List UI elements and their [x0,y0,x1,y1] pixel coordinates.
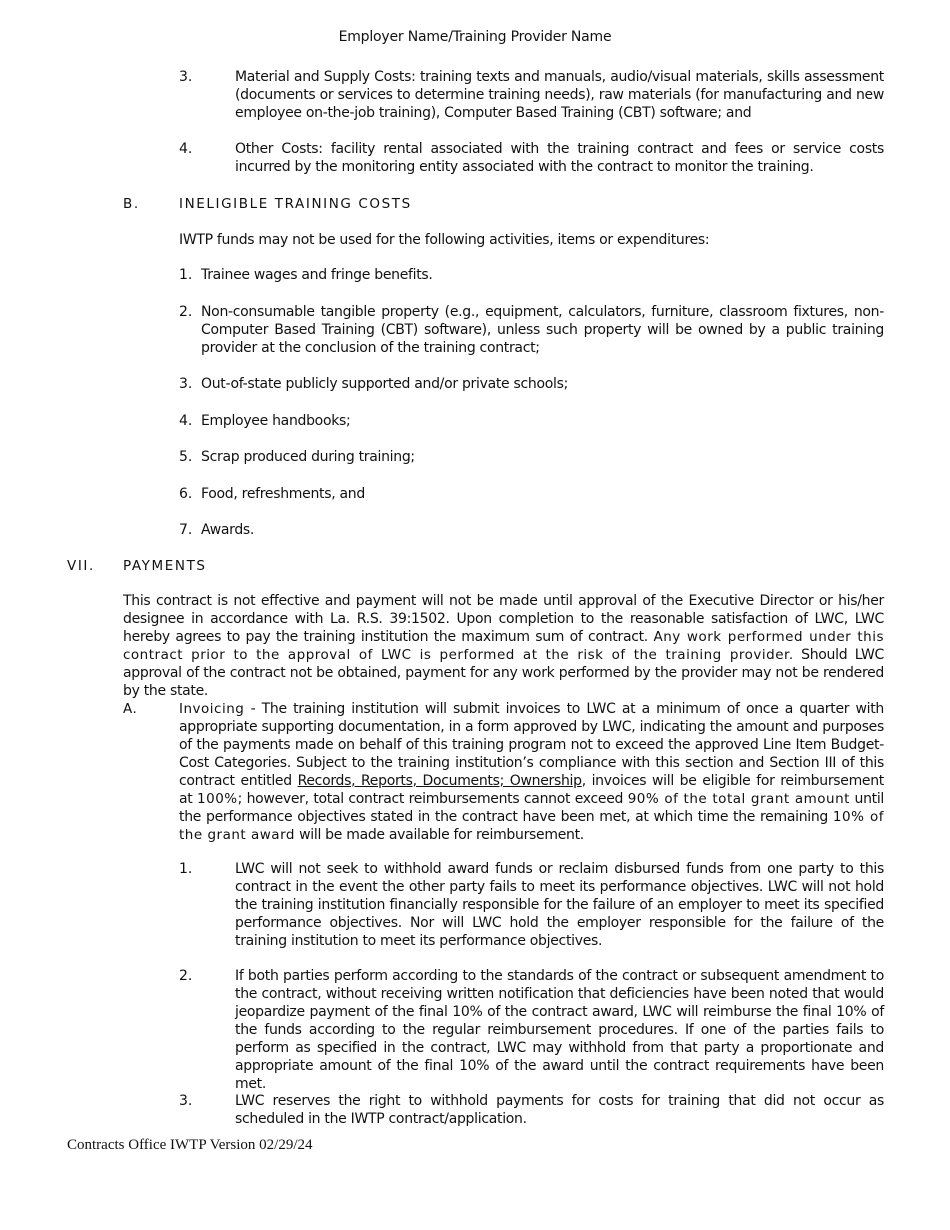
list-number: 4. [179,413,193,429]
list-number: 7. [179,522,193,538]
list-number: 5. [179,449,193,465]
page-footer: Contracts Office IWTP Version 02/29/24 [67,1137,313,1153]
list-item-text: If both parties perform according to the standards of the contract or subsequent amendment to the contract, without receiving written notification that deficiencies have been noted that would jeopardize payment of the final 10% of the contract award, LWC will reimburse the final 10% of the funds according to the regular reimbursement procedures. If one of the parties fails to perform as specified in the contract, LWC may withhold from that party a proportionate and appropriate amount of the final 10% of the award until the contract requirements have been met. [235,968,884,1092]
subsection-letter: A. [123,701,138,717]
list-number: 1. [179,267,193,283]
section-numeral: VII. [67,558,95,574]
list-number: 2. [179,304,193,320]
section-reference-link[interactable]: Records, Reports, Documents; Ownership [297,773,582,789]
reimbursement-cap: 90% of the total grant amount [627,791,850,807]
list-number: 1. [179,861,193,877]
page-header: Employer Name/Training Provider Name [338,29,612,45]
section-heading: INELIGIBLE TRAINING COSTS [179,196,412,212]
invoicing-text: ; however, total contract reimbursements cannot exceed [237,791,624,807]
list-number: 3. [179,1093,193,1109]
invoicing-text: , invoices will be eligible for reimbursement at [179,773,884,807]
section-heading: PAYMENTS [123,558,207,574]
section-letter: B. [123,196,140,212]
invoicing-label: Invoicing [179,701,245,717]
section-intro: IWTP funds may not be used for the following activities, items or expenditures: [179,232,710,248]
invoicing-text: will be made available for reimbursement. [299,827,584,843]
list-number: 2. [179,968,193,984]
list-item-text: Scrap produced during training; [201,449,415,465]
reimbursement-rate: 100% [197,791,238,807]
invoicing-text: - The training institution will submit invoices to LWC at a minimum of once a quarter with appropriate supporting documentation, in a form approved by LWC, indicating the amount and purposes of the payments made on behalf of this training program not to exceed the approved Line Item Budget-Cost Categories. Subject to the training institution’s compliance with this section and Section III of this contract entitled [179,701,884,789]
payments-text: Should LWC approval of the contract not be obtained, payment for any work performed by the provider may not be rendered by the state. [123,647,884,699]
payments-paragraph [123,592,884,700]
list-item-text: Material and Supply Costs: training texts and manuals, audio/visual materials, skills assessment (documents or services to determine training needs), raw materials (for manufacturing and new employee on-the-job training), Computer Based Training (CBT) software; and [235,69,884,121]
remaining-award: 10% of the grant award [179,809,884,843]
list-item-text: Non-consumable tangible property (e.g., equipment, calculators, furniture, classroom fixtures, non-Computer Based Training (CBT) software), unless such property will be owned by a public training provider at the conclusion of the training contract; [201,304,884,356]
invoicing-paragraph [179,700,884,844]
risk-statement: Any work performed under this contract prior to the approval of LWC is performed at the risk of the training provider. [123,629,885,663]
list-item-text: Other Costs: facility rental associated with the training contract and fees or service costs incurred by the monitoring entity associated with the contract to monitor the training. [235,141,884,175]
list-item-text: Food, refreshments, and [201,486,365,502]
list-number: 4. [179,141,193,157]
list-item-text: Trainee wages and fringe benefits. [201,267,433,283]
payments-text: This contract is not effective and payment will not be made until approval of the Executive Director or his/her designee in accordance with La. R.S. 39:1502. Upon completion to the reasonable satisfaction of LWC, LWC hereby agrees to pay the training institution the maximum sum of contract. [123,593,884,645]
list-number: 3. [179,69,193,85]
list-item-text: LWC reserves the right to withhold payments for costs for training that did not occur as scheduled in the IWTP contract/application. [235,1093,884,1127]
list-item-text: Awards. [201,522,255,538]
list-item-text: Employee handbooks; [201,413,351,429]
list-item-text: LWC will not seek to withhold award funds or reclaim disbursed funds from one party to this contract in the event the other party fails to meet its performance objectives. LWC will not hold the training institution financially responsible for the failure of an employer to meet its specified performance objectives. Nor will LWC hold the employer responsible for the failure of the training institution to meet its performance objectives. [235,861,884,949]
list-number: 3. [179,376,193,392]
list-number: 6. [179,486,193,502]
invoicing-text: until the performance objectives stated in the contract have been met, at which time the remaining [179,791,885,825]
list-item-text: Out-of-state publicly supported and/or private schools; [201,376,569,392]
